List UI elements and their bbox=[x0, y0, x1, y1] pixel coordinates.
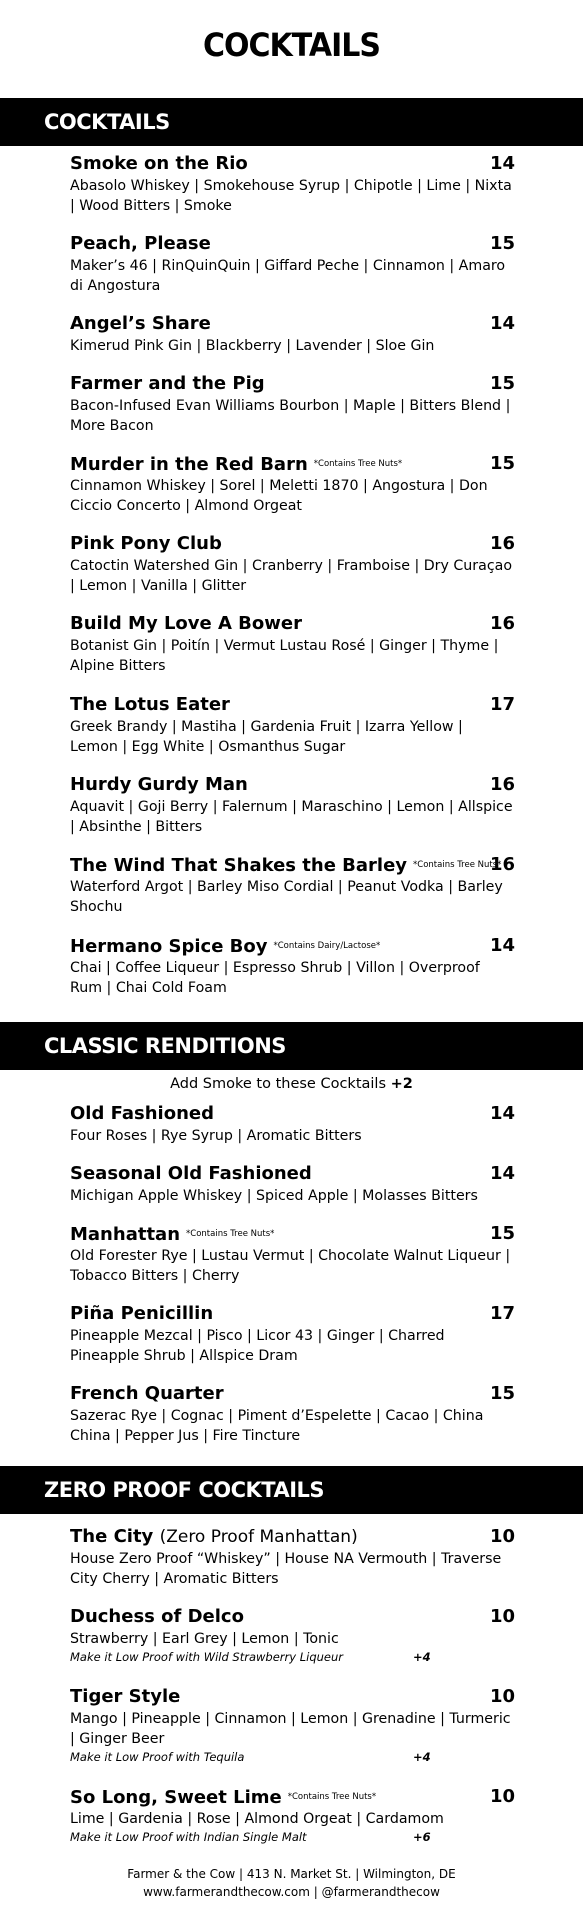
menu-item bbox=[70, 853, 515, 917]
item-description: Mango | Pineapple | Cinnamon | Lemon | Grenadine | Turmeric | Ginger Beer bbox=[70, 1711, 511, 1747]
item-price: 14 bbox=[489, 313, 515, 334]
item-name: Seasonal Old Fashioned bbox=[70, 1163, 312, 1184]
item-description: Waterford Argot | Barley Miso Cordial | Peanut Vodka | Barley Shochu bbox=[70, 879, 503, 915]
item-name: So Long, Sweet Lime bbox=[70, 1787, 282, 1808]
item-description: Greek Brandy | Mastiha | Gardenia Fruit | Izarra Yellow | Lemon | Egg White | Osmanthus Sugar bbox=[70, 719, 463, 755]
item-description: Lime | Gardenia | Rose | Almond Orgeat | Cardamom bbox=[70, 1811, 444, 1827]
menu-item bbox=[70, 1162, 515, 1206]
item-description: Old Forester Rye | Lustau Vermut | Chocolate Walnut Liqueur | Tobacco Bitters | Cherry bbox=[70, 1248, 511, 1284]
menu-item bbox=[70, 532, 515, 596]
item-name: Old Fashioned bbox=[70, 1103, 214, 1124]
menu-item bbox=[70, 1302, 515, 1366]
section-heading-cocktails: COCKTAILS bbox=[0, 98, 583, 146]
menu-item bbox=[70, 612, 515, 676]
page-title: COCKTAILS bbox=[202, 26, 381, 65]
item-description: House Zero Proof “Whiskey” | House NA Vermouth | Traverse City Cherry | Aromatic Bitters bbox=[70, 1551, 502, 1587]
smoke-addon-text: Add Smoke to these Cocktails bbox=[170, 1076, 387, 1092]
low-proof-price: +4 bbox=[413, 1750, 431, 1764]
item-name: Hurdy Gurdy Man bbox=[70, 774, 248, 795]
item-description: Maker’s 46 | RinQuinQuin | Giffard Peche | Cinnamon | Amaro di Angostura bbox=[70, 258, 506, 294]
item-name: Build My Love A Bower bbox=[70, 613, 302, 634]
section-heading-classic: CLASSIC RENDITIONS bbox=[0, 1022, 583, 1070]
item-price: 15 bbox=[489, 373, 515, 394]
menu-item bbox=[70, 1382, 515, 1446]
item-description: Chai | Coffee Liqueur | Espresso Shrub | Villon | Overproof Rum | Chai Cold Foam bbox=[70, 960, 480, 996]
low-proof-option bbox=[70, 1749, 515, 1765]
item-description: Four Roses | Rye Syrup | Aromatic Bitters bbox=[70, 1128, 362, 1144]
item-price: 15 bbox=[489, 1383, 515, 1404]
smoke-addon-price: +2 bbox=[390, 1076, 413, 1092]
item-price: 16 bbox=[489, 533, 515, 554]
menu-item bbox=[70, 773, 515, 837]
item-price: 15 bbox=[489, 233, 515, 254]
menu-item bbox=[70, 934, 515, 998]
item-name: Pink Pony Club bbox=[70, 533, 222, 554]
menu-item bbox=[70, 1525, 515, 1589]
item-price: 10 bbox=[489, 1786, 515, 1807]
menu-item bbox=[70, 1222, 515, 1286]
item-description: Strawberry | Earl Grey | Lemon | Tonic bbox=[70, 1631, 339, 1647]
item-description: Bacon-Infused Evan Williams Bourbon | Maple | Bitters Blend | More Bacon bbox=[70, 398, 511, 434]
menu-item bbox=[70, 372, 515, 436]
footer-web: www.farmerandthecow.com | @farmerandthecow bbox=[143, 1885, 440, 1899]
item-price: 14 bbox=[489, 1103, 515, 1124]
item-description: Kimerud Pink Gin | Blackberry | Lavender | Sloe Gin bbox=[70, 338, 435, 354]
footer bbox=[0, 1865, 583, 1901]
item-name: Angel’s Share bbox=[70, 313, 211, 334]
item-name: French Quarter bbox=[70, 1383, 224, 1404]
item-price: 14 bbox=[489, 153, 515, 174]
menu-item bbox=[70, 1785, 515, 1845]
item-description: Aquavit | Goji Berry | Falernum | Maraschino | Lemon | Allspice | Absinthe | Bitters bbox=[70, 799, 513, 835]
item-subtitle: (Zero Proof Manhattan) bbox=[159, 1527, 358, 1547]
item-price: 16 bbox=[489, 854, 515, 875]
low-proof-text: Make it Low Proof with Indian Single Malt bbox=[70, 1830, 307, 1844]
allergen-note: *Contains Tree Nuts* bbox=[313, 459, 403, 469]
section-heading-zero-proof: ZERO PROOF COCKTAILS bbox=[0, 1466, 583, 1514]
item-price: 16 bbox=[489, 774, 515, 795]
item-price: 10 bbox=[489, 1686, 515, 1707]
menu-item bbox=[70, 1685, 515, 1765]
item-name: The City bbox=[70, 1526, 154, 1547]
menu-item bbox=[70, 693, 515, 757]
item-description: Botanist Gin | Poitín | Vermut Lustau Rosé | Ginger | Thyme | Alpine Bitters bbox=[70, 638, 499, 674]
item-price: 16 bbox=[489, 613, 515, 634]
item-price: 17 bbox=[489, 694, 515, 715]
menu-item bbox=[70, 152, 515, 216]
item-name: Piña Penicillin bbox=[70, 1303, 214, 1324]
menu-item bbox=[70, 1605, 515, 1665]
low-proof-option bbox=[70, 1829, 515, 1845]
item-name: Manhattan bbox=[70, 1224, 181, 1245]
item-name: Peach, Please bbox=[70, 233, 211, 254]
item-description: Cinnamon Whiskey | Sorel | Meletti 1870 | Angostura | Don Ciccio Concerto | Almond Orgeat bbox=[70, 478, 488, 514]
menu-item bbox=[70, 452, 515, 516]
item-name: Farmer and the Pig bbox=[70, 373, 265, 394]
item-name: Murder in the Red Barn bbox=[70, 454, 308, 475]
item-description: Catoctin Watershed Gin | Cranberry | Framboise | Dry Curaçao | Lemon | Vanilla | Glitter bbox=[70, 558, 512, 594]
item-price: 15 bbox=[489, 1223, 515, 1244]
item-name: The Wind That Shakes the Barley bbox=[70, 855, 408, 876]
item-price: 10 bbox=[489, 1606, 515, 1627]
item-price: 14 bbox=[489, 935, 515, 956]
low-proof-text: Make it Low Proof with Wild Strawberry Liqueur bbox=[70, 1650, 343, 1664]
menu-item bbox=[70, 232, 515, 296]
item-price: 10 bbox=[489, 1526, 515, 1547]
footer-address: Farmer & the Cow | 413 N. Market St. | Wilmington, DE bbox=[127, 1867, 456, 1881]
item-name: Hermano Spice Boy bbox=[70, 936, 268, 957]
item-price: 14 bbox=[489, 1163, 515, 1184]
menu-item bbox=[70, 1102, 515, 1146]
allergen-note: *Contains Tree Nuts* bbox=[287, 1792, 377, 1802]
item-description: Michigan Apple Whiskey | Spiced Apple | Molasses Bitters bbox=[70, 1188, 478, 1204]
item-price: 17 bbox=[489, 1303, 515, 1324]
low-proof-text: Make it Low Proof with Tequila bbox=[70, 1750, 245, 1764]
allergen-note: *Contains Dairy/Lactose* bbox=[273, 941, 381, 951]
item-name: Tiger Style bbox=[70, 1686, 181, 1707]
allergen-note: *Contains Tree Nuts* bbox=[413, 860, 502, 870]
item-name: Smoke on the Rio bbox=[70, 153, 248, 174]
allergen-note: *Contains Tree Nuts* bbox=[186, 1229, 275, 1239]
item-name: The Lotus Eater bbox=[70, 694, 230, 715]
low-proof-price: +6 bbox=[413, 1830, 431, 1844]
item-price: 15 bbox=[489, 453, 515, 474]
item-description: Sazerac Rye | Cognac | Piment d’Espelette | Cacao | China China | Pepper Jus | Fire Tincture bbox=[70, 1408, 484, 1444]
item-name: Duchess of Delco bbox=[70, 1606, 244, 1627]
menu-item bbox=[70, 312, 515, 356]
smoke-addon-note bbox=[0, 1076, 583, 1092]
low-proof-option bbox=[70, 1649, 515, 1665]
item-description: Pineapple Mezcal | Pisco | Licor 43 | Ginger | Charred Pineapple Shrub | Allspice Dram bbox=[70, 1328, 445, 1364]
item-description: Abasolo Whiskey | Smokehouse Syrup | Chipotle | Lime | Nixta | Wood Bitters | Smoke bbox=[70, 178, 512, 214]
low-proof-price: +4 bbox=[413, 1650, 431, 1664]
